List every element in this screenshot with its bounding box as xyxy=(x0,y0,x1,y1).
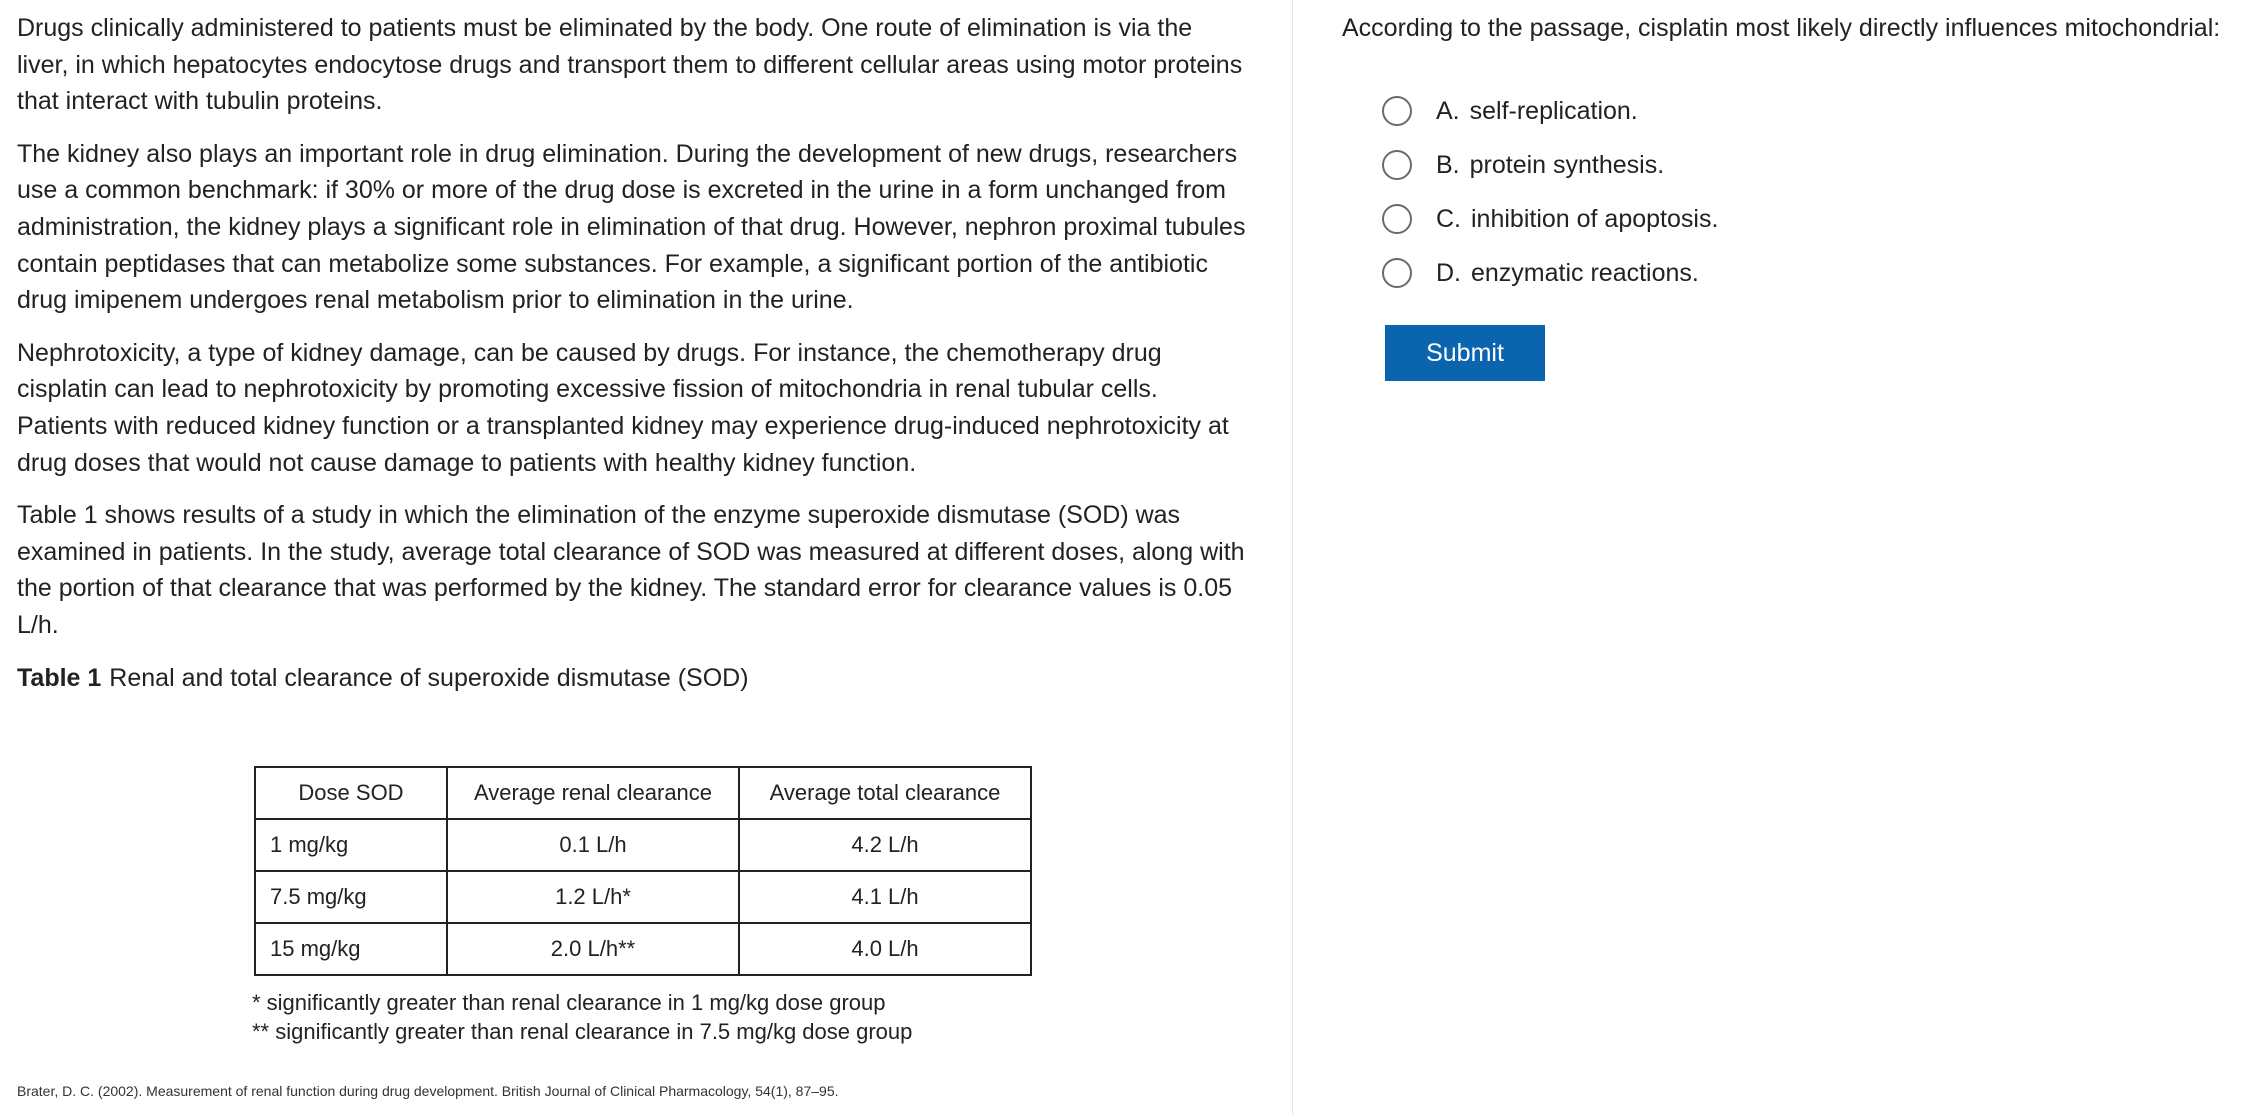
answer-options xyxy=(1382,84,1718,300)
passage-paragraph-1: Drugs clinically administered to patients must be eliminated by the body. One route of elimination is via the liver, in which hepatocytes endocytose drugs and transport them to different cellular areas using motor proteins that interact with tubulin proteins. xyxy=(17,14,1243,116)
passage-paragraph-4: Table 1 shows results of a study in which the elimination of the enzyme superoxide dismutase (SOD) was examined in patients. In the study, average total clearance of SOD was measured at different doses, along with the portion of that clearance that was performed by the kidney. The standard error for clearance values is 0.05 L/h. xyxy=(17,501,1245,639)
header-total-clearance: Average total clearance xyxy=(739,767,1031,819)
option-letter: A. xyxy=(1436,96,1460,125)
table-row xyxy=(255,923,1031,975)
passage-panel xyxy=(17,10,1247,712)
passage-paragraph-2: The kidney also plays an important role in drug elimination. During the development of new drugs, researchers use a common benchmark: if 30% or more of the drug dose is excreted in the urine in a form unchanged from administration, the kidney plays a significant role in elimination of that drug. However, nephron proximal tubules contain peptidases that can metabolize some substances. For example, a significant portion of the antibiotic drug imipenem undergoes renal metabolism prior to elimination in the urine. xyxy=(17,139,1246,315)
option-text: inhibition of apoptosis. xyxy=(1471,204,1719,233)
panel-divider xyxy=(1292,0,1293,1115)
option-text: enzymatic reactions. xyxy=(1471,258,1699,287)
option-text: protein synthesis. xyxy=(1469,150,1665,179)
table-row xyxy=(255,871,1031,923)
option-text: self-replication. xyxy=(1469,96,1638,125)
radio-button-icon[interactable] xyxy=(1382,150,1412,180)
table-caption-label: Table 1 xyxy=(17,663,102,692)
question-stem: According to the passage, cisplatin most likely directly influences mitochondrial: xyxy=(1342,14,2221,42)
table-header-row xyxy=(255,767,1031,819)
cell-total: 4.0 L/h xyxy=(739,923,1031,975)
cell-renal: 2.0 L/h** xyxy=(447,923,739,975)
cell-dose: 1 mg/kg xyxy=(255,819,447,871)
answer-option-d[interactable] xyxy=(1382,246,1718,300)
footnote-2: ** significantly greater than renal clearance in 7.5 mg/kg dose group xyxy=(252,1019,913,1044)
clearance-table xyxy=(254,766,1032,976)
option-letter: B. xyxy=(1436,150,1460,179)
table-caption-text: Renal and total clearance of superoxide dismutase (SOD) xyxy=(109,663,749,692)
cell-total: 4.2 L/h xyxy=(739,819,1031,871)
radio-button-icon[interactable] xyxy=(1382,204,1412,234)
cell-renal: 1.2 L/h* xyxy=(447,871,739,923)
cell-renal: 0.1 L/h xyxy=(447,819,739,871)
table-row xyxy=(255,819,1031,871)
cell-dose: 15 mg/kg xyxy=(255,923,447,975)
answer-option-b[interactable] xyxy=(1382,138,1718,192)
footnote-1: * significantly greater than renal clearance in 1 mg/kg dose group xyxy=(252,990,886,1015)
table-caption xyxy=(17,660,1247,696)
cell-dose: 7.5 mg/kg xyxy=(255,871,447,923)
table-footnotes xyxy=(252,988,912,1046)
citation-reference: Brater, D. C. (2002). Measurement of renal function during drug development. British Journal of Clinical Pharmacology, 54(1), 87–95. xyxy=(17,1083,839,1099)
answer-option-a[interactable] xyxy=(1382,84,1718,138)
header-renal-clearance: Average renal clearance xyxy=(447,767,739,819)
cell-total: 4.1 L/h xyxy=(739,871,1031,923)
answer-option-c[interactable] xyxy=(1382,192,1718,246)
passage-paragraph-3: Nephrotoxicity, a type of kidney damage, can be caused by drugs. For instance, the chemotherapy drug cisplatin can lead to nephrotoxicity by promoting excessive fission of mitochondria in renal tubular cells. Patients with reduced kidney function or a transplanted kidney may experience drug-induced nephrotoxicity at drug doses that would not cause damage to patients with healthy kidney function. xyxy=(17,338,1229,477)
submit-button[interactable]: Submit xyxy=(1385,325,1545,381)
option-letter: D. xyxy=(1436,258,1461,287)
radio-button-icon[interactable] xyxy=(1382,258,1412,288)
header-dose: Dose SOD xyxy=(255,767,447,819)
option-letter: C. xyxy=(1436,204,1461,233)
radio-button-icon[interactable] xyxy=(1382,96,1412,126)
